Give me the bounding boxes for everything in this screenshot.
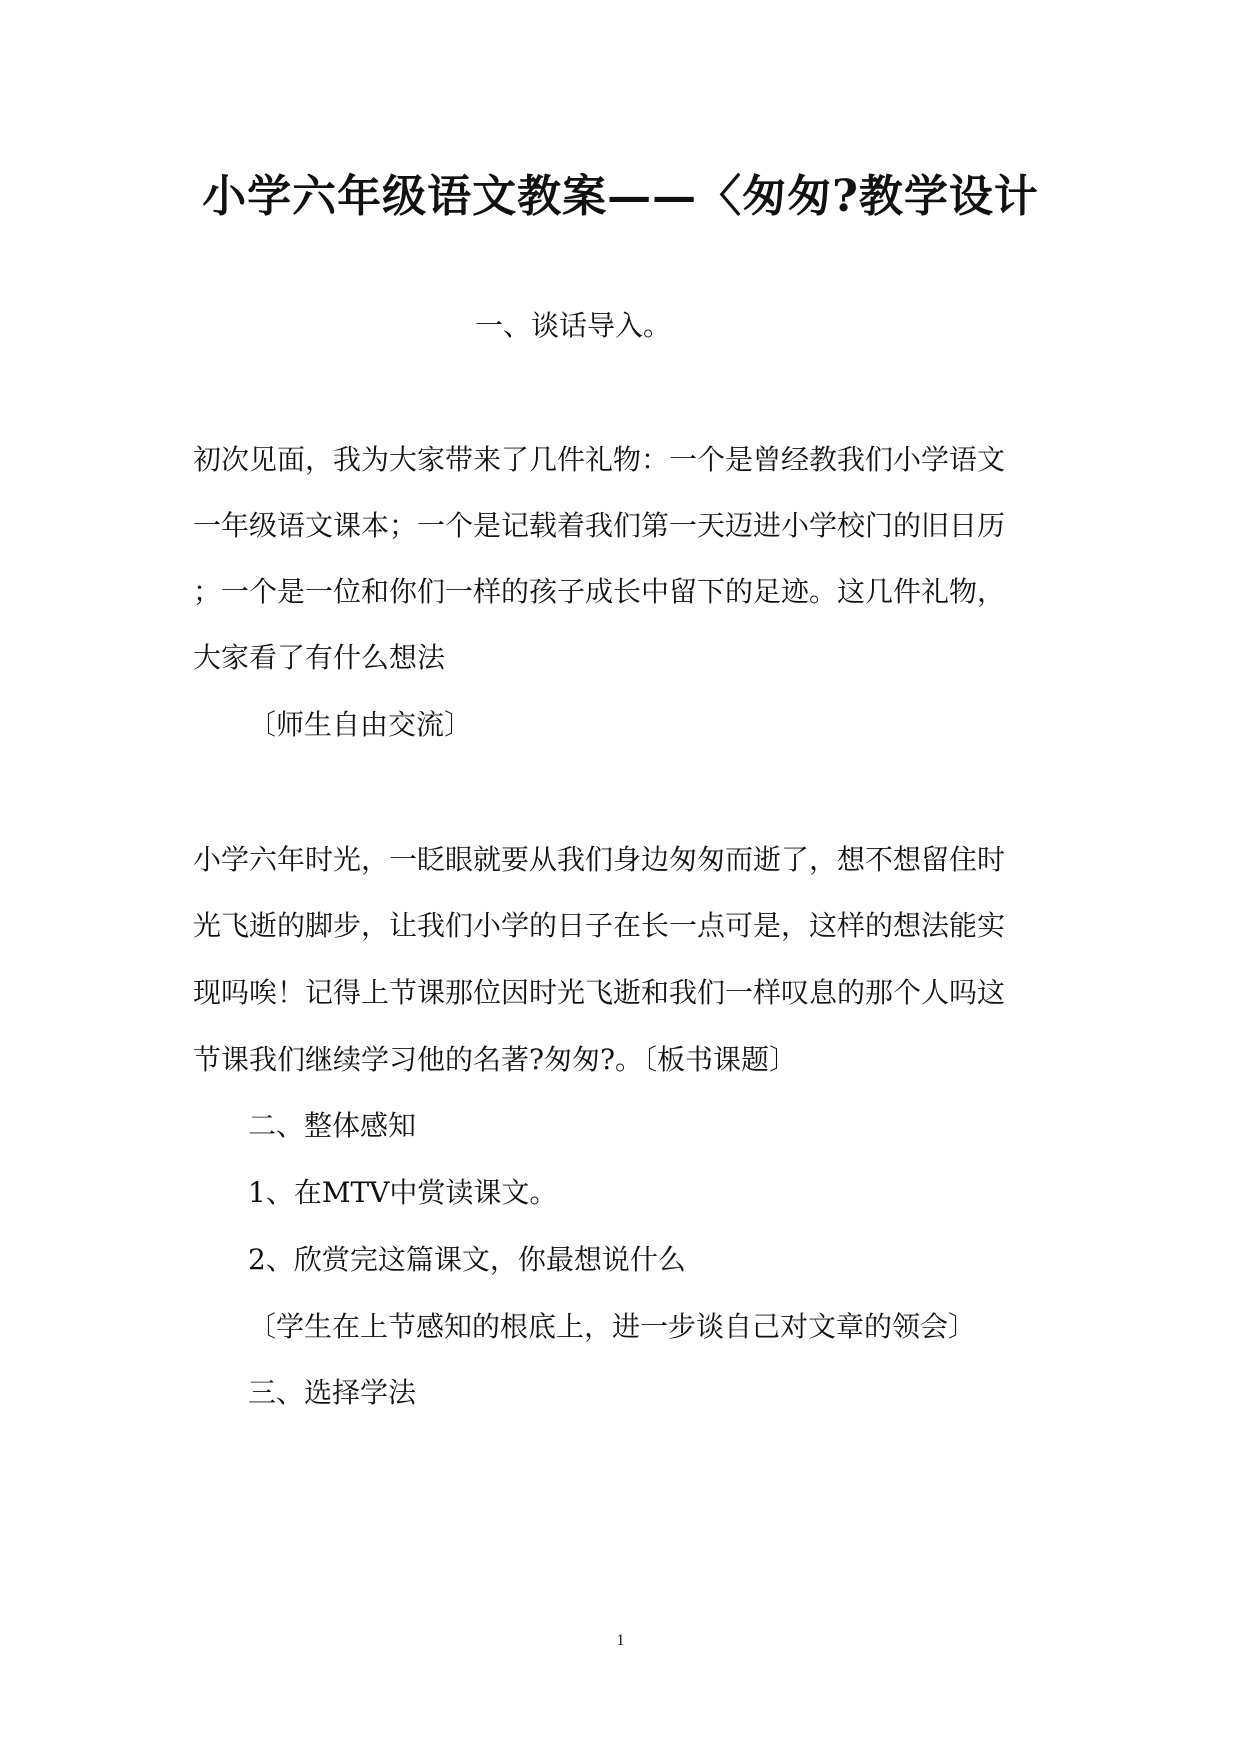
section-heading-intro: 一、谈话导入。 [475, 309, 672, 342]
paragraph-1-line-3: ；一个是一位和你们一样的孩子成长中留下的足迹。这几件礼物， [193, 575, 1006, 608]
document-title: 小学六年级语文教案——〈匆匆?教学设计 [202, 171, 1039, 222]
list-item-1: 1、在MTV中赏读课文。 [248, 1176, 558, 1209]
note-student-understanding: 〔学生在上节感知的根底上，进一步谈自己对文章的领会〕 [248, 1310, 977, 1343]
paragraph-2-line-4: 节课我们继续学习他的名著?匆匆?。〔板书课题〕 [193, 1043, 798, 1076]
paragraph-1-line-4: 大家看了有什么想法 [193, 641, 446, 674]
paragraph-2-line-1: 小学六年时光，一眨眼就要从我们身边匆匆而逝了，想不想留住时 [193, 843, 1006, 876]
paragraph-2-line-2: 光飞逝的脚步，让我们小学的日子在长一点可是，这样的想法能实 [193, 909, 1006, 942]
paragraph-2-line-3: 现吗唉！记得上节课那位因时光飞逝和我们一样叹息的那个人吗这 [193, 976, 1006, 1009]
page-number: 1 [616, 1632, 625, 1649]
note-free-discussion: 〔师生自由交流〕 [248, 708, 473, 741]
section-heading-learning-method: 三、选择学法 [248, 1376, 417, 1409]
paragraph-1-line-2: 一年级语文课本；一个是记载着我们第一天迈进小学校门的旧日历 [193, 509, 1006, 542]
paragraph-1-line-1: 初次见面，我为大家带来了几件礼物：一个是曾经教我们小学语文 [193, 443, 1006, 476]
list-item-2: 2、欣赏完这篇课文，你最想说什么 [248, 1243, 686, 1276]
section-heading-overall-perception: 二、整体感知 [248, 1109, 417, 1142]
